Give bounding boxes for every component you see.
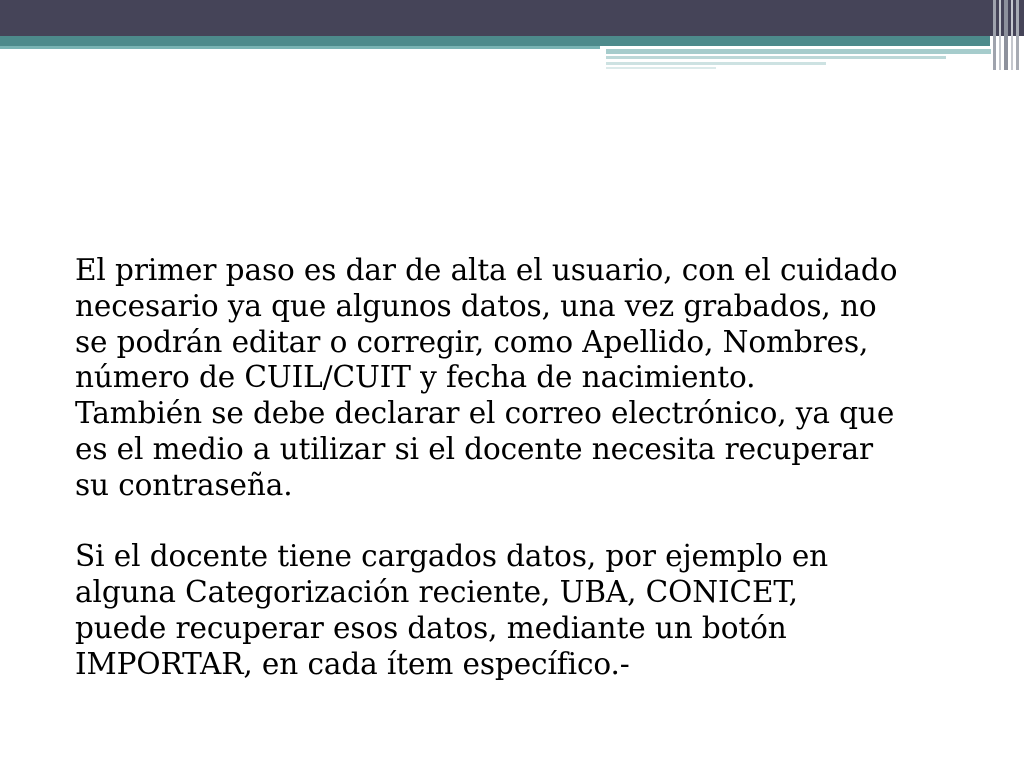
text-line: necesario ya que algunos datos, una vez grabados, no [75,288,877,323]
text-line: Si el docente tiene cargados datos, por ejemplo en [75,539,829,574]
corner-stripe [999,0,1001,70]
header-deco-line [606,62,826,65]
header-teal-band [0,36,990,46]
text-line: número de CUIL/CUIT y fecha de nacimiento. [75,360,756,395]
header-deco-line [606,56,946,59]
corner-stripe [1011,0,1013,70]
header-teal-stripe [0,46,600,49]
corner-stripe [993,0,996,70]
corner-stripe [1016,0,1019,70]
text-line: IMPORTAR, en cada ítem específico.- [75,646,630,681]
corner-stripe [1004,0,1008,70]
text-line: alguna Categorización reciente, UBA, CONICET, [75,575,798,610]
text-line: es el medio a utilizar si el docente necesita recuperar [75,431,873,466]
text-line: su contraseña. [75,467,293,502]
text-line: puede recuperar esos datos, mediante un botón [75,610,787,645]
header-deco-line [606,67,716,69]
header-deco-line [606,49,991,54]
text-line: se podrán editar o corregir, como Apellido, Nombres, [75,324,869,359]
text-line: El primer paso es dar de alta el usuario, con el cuidado [75,253,898,287]
header-dark-band [0,0,1024,36]
paragraph-gap [75,504,975,540]
text-line: También se debe declarar el correo electrónico, ya que [75,396,895,431]
slide-body-text [75,253,975,683]
